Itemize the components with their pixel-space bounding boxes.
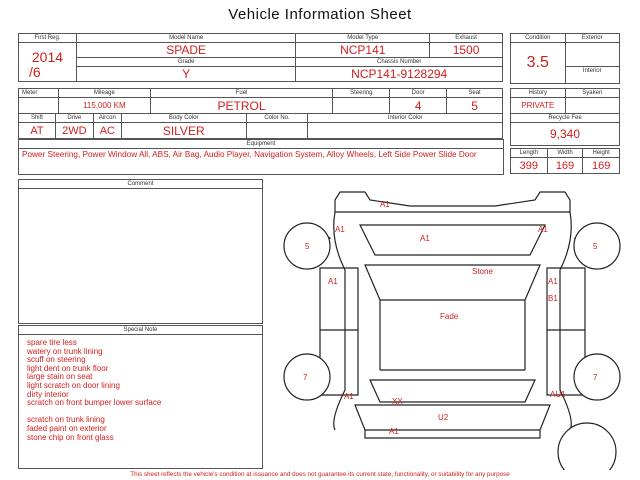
- note-item: spare tire less: [27, 338, 77, 347]
- recycle-table: [510, 113, 620, 146]
- comment-label: Comment: [19, 180, 262, 189]
- mark-top: A1: [380, 200, 390, 209]
- mark-hood: A1: [420, 234, 430, 243]
- chassis-label: Chassis Number: [296, 58, 503, 67]
- model-name-value: SPADE: [76, 43, 295, 58]
- note-item: faded paint on exterior: [27, 423, 107, 433]
- note-item: scuff on steering: [27, 355, 86, 365]
- history-table: [510, 88, 620, 114]
- interior-label: Interior: [582, 67, 602, 74]
- grade-label: Grade: [76, 58, 295, 67]
- fuel-value: PETROL: [150, 98, 333, 114]
- history-label: History: [511, 89, 566, 98]
- mark-rear-left: A1: [344, 392, 354, 401]
- damage-marks: [303, 200, 598, 436]
- note-item: large stain on seat: [27, 372, 93, 382]
- height-label: Height: [583, 149, 620, 158]
- recycle-label: Recycle Fee: [511, 114, 620, 123]
- exterior-label: Exterior: [565, 34, 619, 43]
- note-item: dirty interior: [27, 389, 69, 399]
- mark-xx: XX: [392, 397, 403, 406]
- vehicle-info-table: [18, 33, 503, 82]
- note-item: light scratch on door lining: [27, 380, 120, 390]
- width-value: 169: [547, 158, 583, 174]
- special-notes-list: [27, 339, 161, 442]
- condition-label: Condition: [511, 34, 566, 43]
- tire-rear-left-value: 7: [303, 373, 308, 382]
- door-value: 4: [390, 98, 447, 114]
- mileage-value: 115,000 KM: [58, 98, 150, 114]
- condition-value: 3.5: [511, 43, 566, 84]
- width-label: Width: [547, 149, 583, 158]
- mark-right-fender: A1: [548, 277, 558, 286]
- disclaimer-footer: This sheet reflects the vehicle's condition at issuance and does not guarantee its current state, functionality, or suitability for any purpose: [130, 471, 510, 478]
- seat-label: Seat: [447, 89, 503, 98]
- mark-stone: Stone: [472, 267, 493, 276]
- exhaust-label: Exhaust: [430, 34, 503, 43]
- equipment-box: [18, 139, 504, 175]
- door-label: Door: [390, 89, 447, 98]
- first-reg-label: First Reg.: [19, 34, 76, 43]
- fuel-label: Fuel: [150, 89, 333, 98]
- mark-left-fender: A1: [328, 277, 338, 286]
- first-reg-year: 2014: [31, 49, 64, 65]
- shift-value: AT: [19, 123, 56, 139]
- color-table: [18, 113, 503, 139]
- history-value: PRIVATE: [511, 98, 566, 114]
- note-item: stone chip on front glass: [27, 432, 114, 442]
- drive-value: 2WD: [55, 123, 93, 139]
- mark-front-right: A1: [538, 225, 548, 234]
- aircon-value: AC: [93, 123, 121, 139]
- tire-front-left-value: 5: [305, 242, 310, 251]
- car-damage-diagram: [270, 180, 632, 470]
- seat-value: 5: [447, 98, 503, 114]
- mark-rear-right: AU1: [550, 390, 566, 399]
- shift-label: Shift: [19, 114, 56, 123]
- note-item: scratch on front bumper lower surface: [27, 398, 162, 408]
- body-color-label: Body Color: [121, 114, 246, 123]
- condition-table: [510, 33, 620, 84]
- spare-tire-icon: [558, 423, 616, 470]
- drive-label: Drive: [55, 114, 93, 123]
- equipment-value: Power Steering, Power Window All, ABS, Air Bag, Audio Player, Navigation System, Alloy Wheels, Left Side Power Slide Door: [22, 150, 477, 159]
- mileage-label: Mileage: [58, 89, 150, 98]
- sheet-title: Vehicle Information Sheet: [228, 6, 412, 23]
- mark-bottom: A1: [389, 427, 399, 436]
- model-type-value: NCP141: [296, 43, 430, 58]
- mark-fade: Fade: [440, 312, 459, 321]
- comment-box: [18, 179, 263, 324]
- chassis-value: NCP141-9128294: [296, 67, 503, 82]
- equipment-label: Equipment: [19, 140, 503, 149]
- aircon-label: Aircon: [93, 114, 121, 123]
- dimensions-table: [510, 148, 620, 174]
- syaken-label: Syaken: [565, 89, 619, 98]
- mark-u2: U2: [438, 413, 449, 422]
- first-reg-cell: [19, 34, 77, 82]
- height-value: 169: [583, 158, 620, 174]
- recycle-value: 9,340: [511, 123, 620, 146]
- tire-rear-right-value: 7: [593, 373, 598, 382]
- note-item: scratch on trunk lining: [27, 415, 105, 425]
- length-label: Length: [511, 149, 548, 158]
- special-note-label: Special Note: [19, 326, 262, 335]
- length-value: 399: [511, 158, 548, 174]
- meter-label: Meter: [19, 89, 59, 98]
- grade-value: Y: [76, 67, 295, 82]
- steering-label: Steering: [333, 89, 390, 98]
- exhaust-value: 1500: [430, 43, 503, 58]
- body-color-value: SILVER: [121, 123, 246, 139]
- model-type-label: Model Type: [296, 34, 430, 43]
- color-no-label: Color No.: [246, 114, 308, 123]
- spec-table: [18, 88, 503, 114]
- tire-front-right-value: 5: [593, 242, 598, 251]
- model-name-label: Model Name: [76, 34, 295, 43]
- note-item: light dent on trunk floor: [27, 363, 109, 373]
- first-reg-month: /6: [29, 64, 41, 80]
- special-note-box: [18, 325, 263, 469]
- tires: [284, 223, 620, 470]
- note-item: watery on trunk lining: [27, 346, 103, 356]
- mark-front-left: A1: [335, 225, 345, 234]
- interior-color-label: Interior Color: [308, 114, 503, 123]
- mark-right-b: B1: [548, 294, 558, 303]
